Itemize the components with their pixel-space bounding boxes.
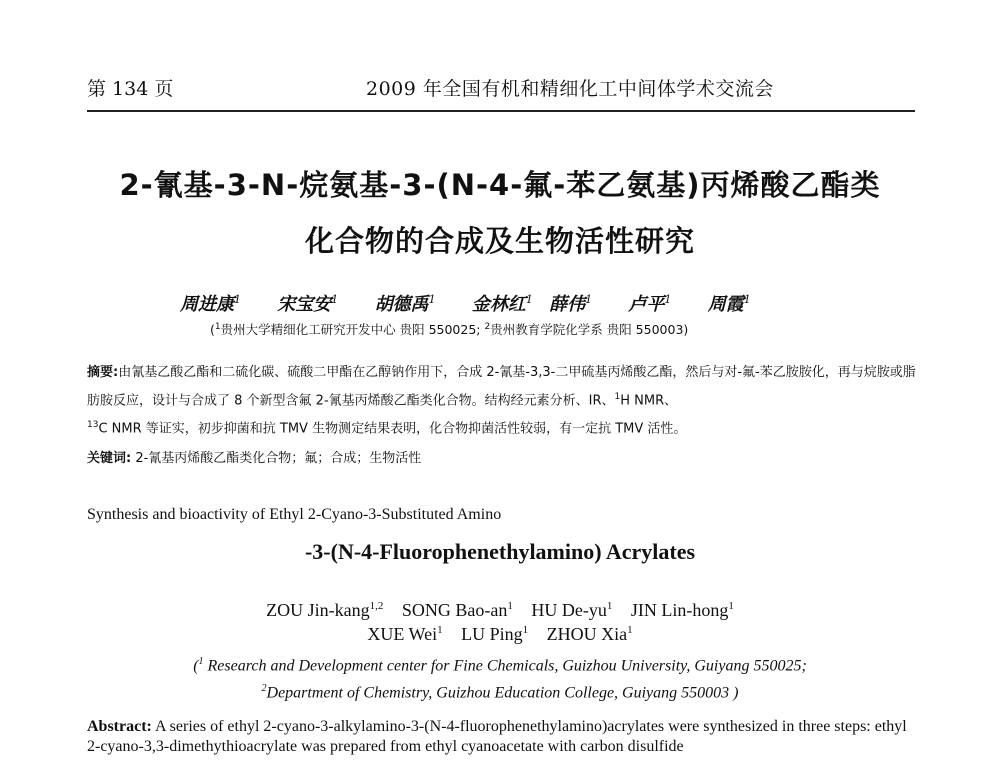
author-cn: 周进康$^1$ [180,293,241,315]
page-number: 第 134 页 [87,78,174,100]
title-en-line1: Synthesis and bioactivity of Ethyl 2-Cyano-3-Substituted Amino [87,506,502,523]
author-en: JIN Lin-hong$^1$ [630,600,734,620]
author-cn: 周霞$^1$ [707,293,751,315]
abstract-en: Abstract: A series of ethyl 2-cyano-3-alkylamino-3-(N-4-fluorophenethylamino)acrylates were synthesized in three steps: ethyl 2-cyano-3,3-dimethythioacrylate was prepared from ethyl cyanoacetate with carbon disulfide [87,718,907,755]
authors-en-row2 [0,624,1000,645]
keywords-cn: 关键词: 2-氰基丙烯酸乙酯类化合物；氟；合成；生物活性 [87,451,422,466]
abstract-cn: 摘要:由氰基乙酸乙酯和二硫化碳、硫酸二甲酯在乙醇钠作用下，合成 2-氰基-3,3-二甲硫基丙烯酸乙酯，然后与对-氟-苯乙胺胺化，再与烷胺或脂肪胺反应，设计与合成了 8 个新型含氟 2-氰基丙烯酸乙酯类化合物。结构经元素分析、IR、$^1$H NMR、 $^{13}$C NMR 等证实，初步抑菌和抗 TMV 生物测定结果表明，化合物抑菌活性较弱，有一定抗 TMV 活性。 [87,365,916,437]
author-en: XUE Wei$^1$ [367,624,443,644]
author-en: SONG Bao-$an^1$ [401,600,513,620]
author-en: ZOU Jin-kang$^{1,2}$ [266,600,384,620]
running-header [87,74,915,104]
keywords-cn-label: 关键词: [87,451,132,466]
author-cn: 卢平$^1$ [628,293,672,315]
authors-cn [180,290,840,316]
author-cn: 薛伟$^1$ [549,293,593,315]
author-en: LU Ping$^1$ [461,624,529,644]
author-cn: 胡德禹$^1$ [374,293,436,315]
affiliation-en-line1: ($^1$ Research and Development center for Fine Chemicals, Guizhou University, Guiyang 550025; [193,656,807,675]
affiliation-cn: ($^1$贵州大学精细化工研究开发中心 贵阳 550025; $^2$贵州教育学院化学系 贵阳 550003) [210,321,689,337]
author-cn: 宋宝安$^1$ [277,293,339,315]
author-en: ZHOU Xia$^1$ [546,624,633,644]
author-cn: 金林红$^1$ [471,293,533,315]
abstract-en-label: Abstract: [87,718,152,735]
title-cn-line1: 2-氰基-3-N-烷氨基-3-(N-4-氟-苯乙氨基)丙烯酸乙酯类 [119,168,881,202]
affiliation-en-line2: $^2$Department of Chemistry, Guizhou Education College, Guiyang 550003 ) [261,683,739,702]
title-cn-line2: 化合物的合成及生物活性研究 [304,224,695,258]
conference-name: 2009 年全国有机和精细化工中间体学术交流会 [366,78,774,100]
author-en: HU $De-yu^1$ [531,600,613,620]
abstract-cn-label: 摘要: [87,365,119,380]
header-rule [87,110,915,112]
authors-en-row1 [0,600,1000,621]
title-en-line2: -3-(N-4-Fluorophenethylamino) Acrylates [304,539,696,564]
